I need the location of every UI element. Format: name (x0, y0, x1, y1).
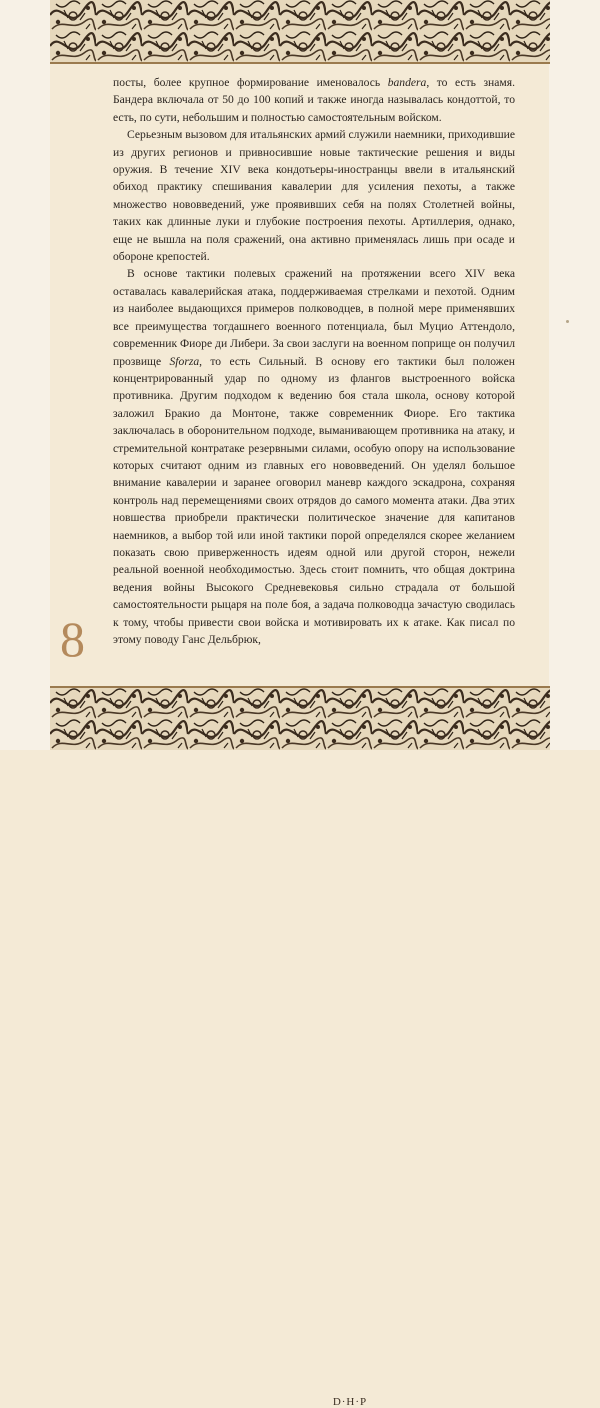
paragraph-3-text-a: В основе тактики полевых сражений на протяжении всего XIV века оставалась кавалерийская атака, поддерживаемая стрелками и пехотой. Одним из наиболее выдающихся примеров полководцев, в полной мере применявших все преимущества тогдашнего военного потенциала, был Муцио Аттендоло, современник Фиоре ди Либери. За свои заслуги на военном поприще он получил прозвище (113, 267, 515, 368)
bottom-engraving-pattern (50, 688, 550, 750)
paragraph-1 (113, 74, 515, 126)
paragraph-3-text-b: , то есть Сильный. В основу его тактики был положен концентрированный удар по одному из флангов выстроенного войска противника. Другим подходом к ведению боя стала школа, основу которой заложил Бракио да Монтоне, также современник Фиоре. Его тактика заключалась в оборонительном подходе, выманивающем противника на атаку, и стремительной контратаке резервными силами, особую опору на использование которых считают одним из главных его нововведений. Он уделял большое внимание кавалерии и заранее оговорил маневр каждого эскадрона, сохраняя контроль над перемещениями своих отрядов до самого момента атаки. Два этих новшества приобрели практически политическое значение для капитанов наемников, а выбор той или иной тактики порой определялся скорее желанием показать свою приверженность идеям одной или другой сторон, нежели реальной военной необходимостью. Здесь стоит помнить, что общая доктрина ведения войны Высокого Средневековья сильно страдала от большой самостоятельности рыцаря на поле боя, а задача полководца зачастую сводилась к тому, чтобы привести свои войска и мотивировать их к атаке. Как писал по этому поводу Ганс Дельбрюк, (113, 354, 515, 646)
paragraph-3-italic-term: Sforza (169, 354, 200, 368)
margin-dot (566, 320, 569, 323)
page-right-margin (549, 0, 600, 750)
page-left-margin (0, 0, 50, 750)
paragraph-1-text-a: посты, более крупное формирование именовалось (113, 76, 388, 89)
body-text (113, 74, 515, 648)
top-engraving-pattern (50, 0, 550, 62)
top-rule (50, 62, 550, 64)
paragraph-2: Серьезным вызовом для итальянских армий служили наемники, приходившие из других регионов и привносившие новые тактические решения и виды оружия. В течение XIV века кондотьеры-иностранцы ввели в итальянский обиход практику спешивания кавалерии для усиления пехоты, а также множество нововведений, уже проявивших себя на полях Столетней войны, таких как длинные луки и глубокие построения пехоты. Артиллерия, однако, еще не вышла на поля сражений, она активно применялась лишь при осаде и обороне крепостей. (113, 128, 515, 264)
page-number: 8 (60, 611, 85, 667)
printer-monogram: D·H·P (330, 1396, 370, 1408)
paragraph-1-text-b: , то есть знамя. Бандера включала от 50 до 100 копий и также иногда называлась кондоттой, то есть, по сути, небольшим и полностью самостоятельным войском. (113, 76, 515, 124)
bottom-ornament-band (50, 688, 550, 1408)
paragraph-3 (113, 265, 515, 648)
paragraph-1-italic-term: bandera (387, 76, 427, 89)
top-ornament-band (50, 0, 550, 62)
